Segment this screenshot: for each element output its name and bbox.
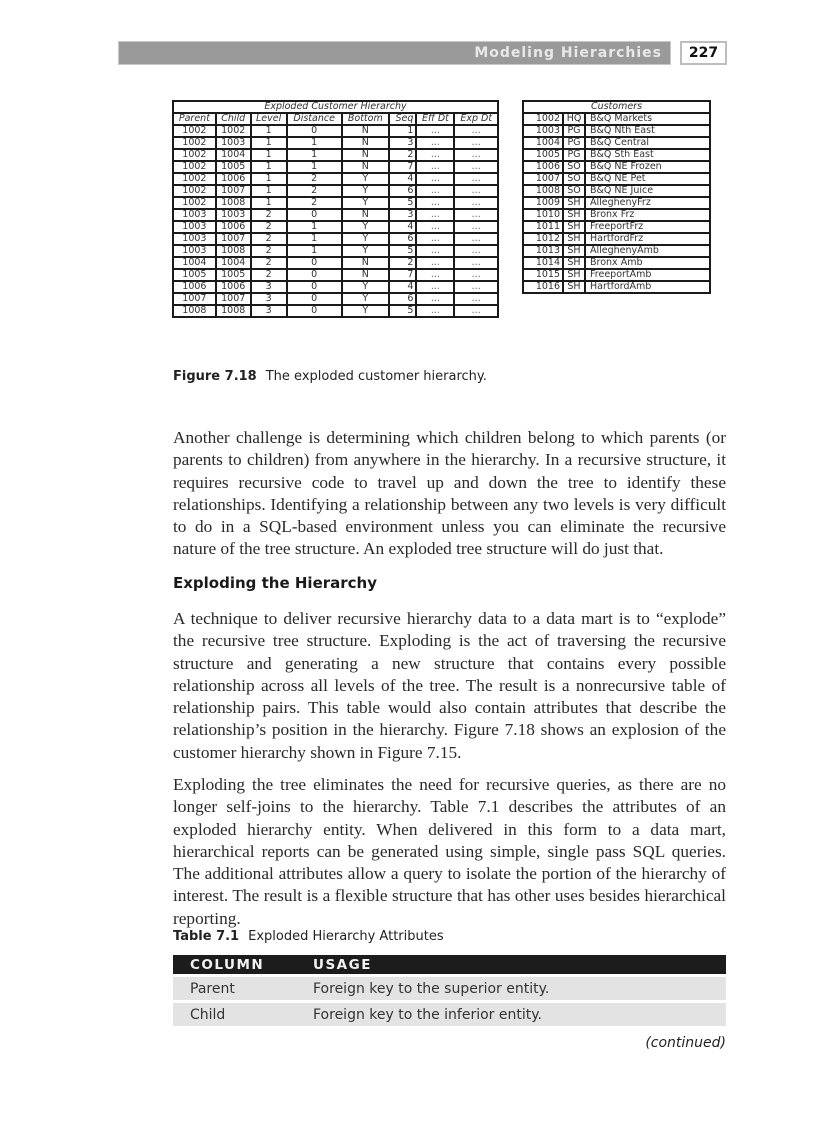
column-header: USAGE (313, 956, 372, 973)
table-cell: 6 (390, 186, 416, 196)
table-cell: 1006 (174, 282, 215, 292)
table-cell: 1007 (217, 294, 250, 304)
table-cell: PG (564, 150, 584, 160)
table-cell: 2 (390, 258, 416, 268)
table-cell: 2 (252, 246, 286, 256)
table-cell: 4 (390, 222, 416, 232)
table-cell: ... (417, 234, 453, 244)
table-cell: 2 (288, 186, 341, 196)
table-cell: 1 (252, 186, 286, 196)
table-cell: 1008 (217, 198, 250, 208)
table-label: Table 7.1 (173, 929, 240, 944)
continued-note: (continued) (645, 1035, 726, 1051)
table-cell: 3 (390, 138, 416, 148)
table-cell: HartfordAmb (586, 282, 709, 292)
table-cell: SH (564, 222, 584, 232)
table-cell: 1012 (524, 234, 562, 244)
table-cell: 1004 (217, 258, 250, 268)
body-paragraph: Exploding the tree eliminates the need for recursive queries, as there are no longer self-joins to the hierarchy. Table 7.1 describes the attributes of an exploded hierarchy entity. When delivered in this form to a data mart, hierarchical reports can be generated using simple, single pass SQL queries. The additional attributes allow a query to isolate the portion of the hierarchy of interest. The result is a flexible structure that has other uses besides hierarchical reporting. (173, 775, 726, 928)
table-cell: AlleghenyFrz (586, 198, 709, 208)
table-cell: 3 (252, 294, 286, 304)
usage-cell: Foreign key to the inferior entity. (313, 1006, 542, 1023)
table-cell: SH (564, 234, 584, 244)
table-cell: ... (455, 186, 497, 196)
table-cell: 1 (288, 150, 341, 160)
table-cell: ... (417, 126, 453, 136)
column-header: Level (252, 114, 286, 124)
table-cell: Bronx Amb (586, 258, 709, 268)
table-cell: 4 (390, 282, 416, 292)
table-cell: B&Q Nth East (586, 126, 709, 136)
table-cell: N (343, 138, 388, 148)
table-row (524, 198, 709, 208)
table-cell: N (343, 210, 388, 220)
table-cell: 0 (288, 294, 341, 304)
table-cell: HQ (564, 114, 584, 124)
table-cell: 2 (252, 258, 286, 268)
table-row (174, 126, 497, 136)
table-cell: N (343, 258, 388, 268)
table-row (174, 186, 497, 196)
table-cell: 6 (390, 234, 416, 244)
table-cell: 1003 (174, 246, 215, 256)
table-cell: ... (455, 306, 497, 316)
table-cell: ... (455, 294, 497, 304)
table-cell: B&Q Sth East (586, 150, 709, 160)
table-cell: 0 (288, 306, 341, 316)
table-row (174, 222, 497, 232)
table-row (173, 1003, 726, 1026)
body-paragraph: A technique to deliver recursive hierarchy data to a data mart is to “explode” the recursive tree structure. Exploding is the act of traversing the recursive structure and generating a new structure that contains every possible relationship across all levels of the tree. The result is a nonrecursive table of relationship pairs. This table would also contain attributes that describe the relationship’s position in the hierarchy. Figure 7.18 shows an explosion of the customer hierarchy shown in Figure 7.15. (173, 609, 726, 762)
table-cell: Y (343, 186, 388, 196)
table-cell: ... (455, 150, 497, 160)
table-cell: 1 (252, 138, 286, 148)
table-cell: 1008 (217, 246, 250, 256)
table-cell: Y (343, 222, 388, 232)
table-cell: Y (343, 234, 388, 244)
customers-table (522, 100, 711, 294)
table-cell: Y (343, 174, 388, 184)
header-row (174, 114, 497, 124)
table-cell: 0 (288, 258, 341, 268)
table-cell: B&Q NE Juice (586, 186, 709, 196)
table-cell: 1003 (524, 126, 562, 136)
table-cell: Bronx Frz (586, 210, 709, 220)
table-cell: 1006 (217, 282, 250, 292)
table-cell: 2 (252, 210, 286, 220)
column-header: Exp Dt (455, 114, 497, 124)
table-cell: 1004 (524, 138, 562, 148)
chapter-title: Modeling Hierarchies (474, 45, 662, 61)
table-cell: 7 (390, 270, 416, 280)
table-row (524, 126, 709, 136)
table-cell: 2 (390, 150, 416, 160)
table-cell: ... (417, 306, 453, 316)
table-cell: ... (417, 198, 453, 208)
table-row (174, 150, 497, 160)
table-cell: 1002 (174, 174, 215, 184)
table-cell: 1 (288, 162, 341, 172)
table-cell: 3 (252, 282, 286, 292)
table-cell: ... (417, 270, 453, 280)
table-row (174, 234, 497, 244)
column-cell: Child (190, 1006, 226, 1023)
table-cell: SH (564, 198, 584, 208)
table-cell: 1005 (217, 162, 250, 172)
table-cell: ... (455, 126, 497, 136)
table-cell: 5 (390, 246, 416, 256)
table-cell: SH (564, 258, 584, 268)
running-head (118, 41, 671, 65)
table-row (524, 270, 709, 280)
table-cell: 1013 (524, 246, 562, 256)
table-row (524, 258, 709, 268)
table-cell: 2 (252, 222, 286, 232)
table-cell: 2 (252, 234, 286, 244)
table-caption: Customers (524, 102, 709, 112)
table-cell: 2 (288, 174, 341, 184)
table-cell: 5 (390, 306, 416, 316)
table-cell: 1 (252, 126, 286, 136)
table-cell: 1 (288, 234, 341, 244)
table-cell: 1003 (174, 234, 215, 244)
table-cell: 1002 (174, 126, 215, 136)
table-cell: 1005 (217, 270, 250, 280)
table-cell: 1002 (174, 138, 215, 148)
table-cell: 1007 (217, 186, 250, 196)
table-cell: 1003 (217, 138, 250, 148)
table-cell: SO (564, 186, 584, 196)
table-row (174, 162, 497, 172)
table-cell: 2 (288, 198, 341, 208)
table-cell: ... (417, 222, 453, 232)
table-cell: 1003 (174, 210, 215, 220)
table-row (524, 114, 709, 124)
table-caption: Exploded Customer Hierarchy (174, 102, 497, 112)
table-cell: 1004 (174, 258, 215, 268)
table-cell: 1005 (174, 270, 215, 280)
table-cell: Y (343, 246, 388, 256)
table-cell: HartfordFrz (586, 234, 709, 244)
table-row (174, 174, 497, 184)
table-cell: N (343, 126, 388, 136)
table-cell: 4 (390, 174, 416, 184)
table-cell: 5 (390, 198, 416, 208)
table-cell: AlleghenyAmb (586, 246, 709, 256)
table-row (524, 222, 709, 232)
table-cell: ... (417, 246, 453, 256)
table-cell: 1 (288, 222, 341, 232)
table-cell: FreeportAmb (586, 270, 709, 280)
table-cell: ... (417, 210, 453, 220)
table-row (524, 138, 709, 148)
table-cell: FreeportFrz (586, 222, 709, 232)
table-cell: 3 (390, 210, 416, 220)
table-cell: 1006 (217, 174, 250, 184)
table-cell: 1 (252, 162, 286, 172)
table-cell: 1002 (174, 162, 215, 172)
page-number: 227 (680, 41, 727, 65)
table-cell: 1 (390, 126, 416, 136)
table-row (524, 210, 709, 220)
table-cell: B&Q Central (586, 138, 709, 148)
exploded-hierarchy-table (172, 100, 499, 318)
table-cell: Y (343, 282, 388, 292)
table-cell: ... (455, 270, 497, 280)
table-cell: 1008 (174, 306, 215, 316)
table-cell: 1004 (217, 150, 250, 160)
table-cell: Y (343, 306, 388, 316)
section-heading: Exploding the Hierarchy (173, 574, 378, 592)
table-cell: ... (417, 162, 453, 172)
table-cell: 1007 (524, 174, 562, 184)
figure-caption-text: The exploded customer hierarchy. (265, 369, 487, 384)
table-cell: ... (455, 210, 497, 220)
table-caption-text: Exploded Hierarchy Attributes (248, 929, 444, 944)
table-cell: SH (564, 270, 584, 280)
table-row (174, 306, 497, 316)
table-row (174, 270, 497, 280)
table-cell: ... (455, 162, 497, 172)
table-cell: ... (417, 174, 453, 184)
table-row (524, 246, 709, 256)
table-cell: 1 (252, 150, 286, 160)
table-cell: 1010 (524, 210, 562, 220)
table-row (524, 282, 709, 292)
table-row (524, 174, 709, 184)
column-header: Bottom (343, 114, 388, 124)
table-cell: 1016 (524, 282, 562, 292)
column-header: Parent (174, 114, 215, 124)
table-cell: ... (455, 282, 497, 292)
table-cell: SO (564, 174, 584, 184)
table-cell: 1008 (524, 186, 562, 196)
table-cell: B&Q Markets (586, 114, 709, 124)
column-header: Distance (288, 114, 341, 124)
table-cell: 1014 (524, 258, 562, 268)
table-cell: ... (417, 186, 453, 196)
table-cell: 7 (390, 162, 416, 172)
table-cell: 1002 (174, 150, 215, 160)
table-cell: 0 (288, 270, 341, 280)
table-cell: ... (455, 174, 497, 184)
body-paragraph: Another challenge is determining which children belong to which parents (or parents to children) from anywhere in the hierarchy. In a recursive structure, it requires recursive code to travel up and down the tree to identify these relationships. Identifying a relationship between any two levels is very difficult to do in a SQL-based environment unless you can eliminate the recursive nature of the tree structure. An exploded tree structure will do just that. (173, 428, 726, 559)
table-cell: N (343, 270, 388, 280)
table-cell: 1006 (524, 162, 562, 172)
table-cell: ... (417, 138, 453, 148)
table-cell: 1003 (217, 210, 250, 220)
table-cell: N (343, 150, 388, 160)
table-cell: SH (564, 282, 584, 292)
table-cell: B&Q NE Pet (586, 174, 709, 184)
table-cell: ... (455, 258, 497, 268)
table-caption (173, 929, 444, 944)
table-cell: 1002 (217, 126, 250, 136)
table-cell: 1015 (524, 270, 562, 280)
column-header: Eff Dt (417, 114, 453, 124)
table-cell: N (343, 162, 388, 172)
table-cell: 1 (288, 246, 341, 256)
table-row (174, 282, 497, 292)
table-cell: 1002 (174, 186, 215, 196)
column-header: Seq (390, 114, 416, 124)
table-row (524, 162, 709, 172)
table-cell: SH (564, 210, 584, 220)
table-row (524, 186, 709, 196)
table-cell: SH (564, 246, 584, 256)
table-cell: 0 (288, 210, 341, 220)
table-cell: 1002 (174, 198, 215, 208)
column-header: Child (217, 114, 250, 124)
table-row (524, 234, 709, 244)
figure-caption (173, 369, 487, 384)
table-cell: B&Q NE Frozen (586, 162, 709, 172)
table-row (173, 977, 726, 1000)
table-cell: 1 (288, 138, 341, 148)
table-cell: 1005 (524, 150, 562, 160)
table-cell: 1007 (217, 234, 250, 244)
table-cell: ... (417, 282, 453, 292)
table-row (174, 138, 497, 148)
table-row (174, 210, 497, 220)
table-row (174, 198, 497, 208)
table-cell: 1008 (217, 306, 250, 316)
table-row (524, 150, 709, 160)
table-cell: ... (417, 258, 453, 268)
table-row (174, 246, 497, 256)
table-row (174, 294, 497, 304)
table-cell: SO (564, 162, 584, 172)
table-cell: 1003 (174, 222, 215, 232)
table-cell: ... (455, 234, 497, 244)
table-cell: 6 (390, 294, 416, 304)
table-cell: ... (455, 222, 497, 232)
header-row (173, 955, 726, 974)
table-cell: ... (455, 246, 497, 256)
table-cell: ... (417, 150, 453, 160)
table-cell: Y (343, 198, 388, 208)
table-cell: 3 (252, 306, 286, 316)
column-header: COLUMN (190, 956, 265, 973)
table-cell: 1009 (524, 198, 562, 208)
table-cell: PG (564, 138, 584, 148)
figure-label: Figure 7.18 (173, 369, 257, 384)
table-row (174, 258, 497, 268)
table-cell: 1002 (524, 114, 562, 124)
table-cell: Y (343, 294, 388, 304)
column-cell: Parent (190, 980, 235, 997)
table-cell: 1006 (217, 222, 250, 232)
attributes-table (173, 955, 726, 1026)
table-cell: 1007 (174, 294, 215, 304)
table-cell: PG (564, 126, 584, 136)
table-cell: 1011 (524, 222, 562, 232)
usage-cell: Foreign key to the superior entity. (313, 980, 550, 997)
table-cell: ... (455, 198, 497, 208)
table-cell: 0 (288, 282, 341, 292)
table-cell: 1 (252, 198, 286, 208)
table-cell: ... (417, 294, 453, 304)
table-cell: 1 (252, 174, 286, 184)
table-cell: 2 (252, 270, 286, 280)
table-cell: 0 (288, 126, 341, 136)
table-cell: ... (455, 138, 497, 148)
